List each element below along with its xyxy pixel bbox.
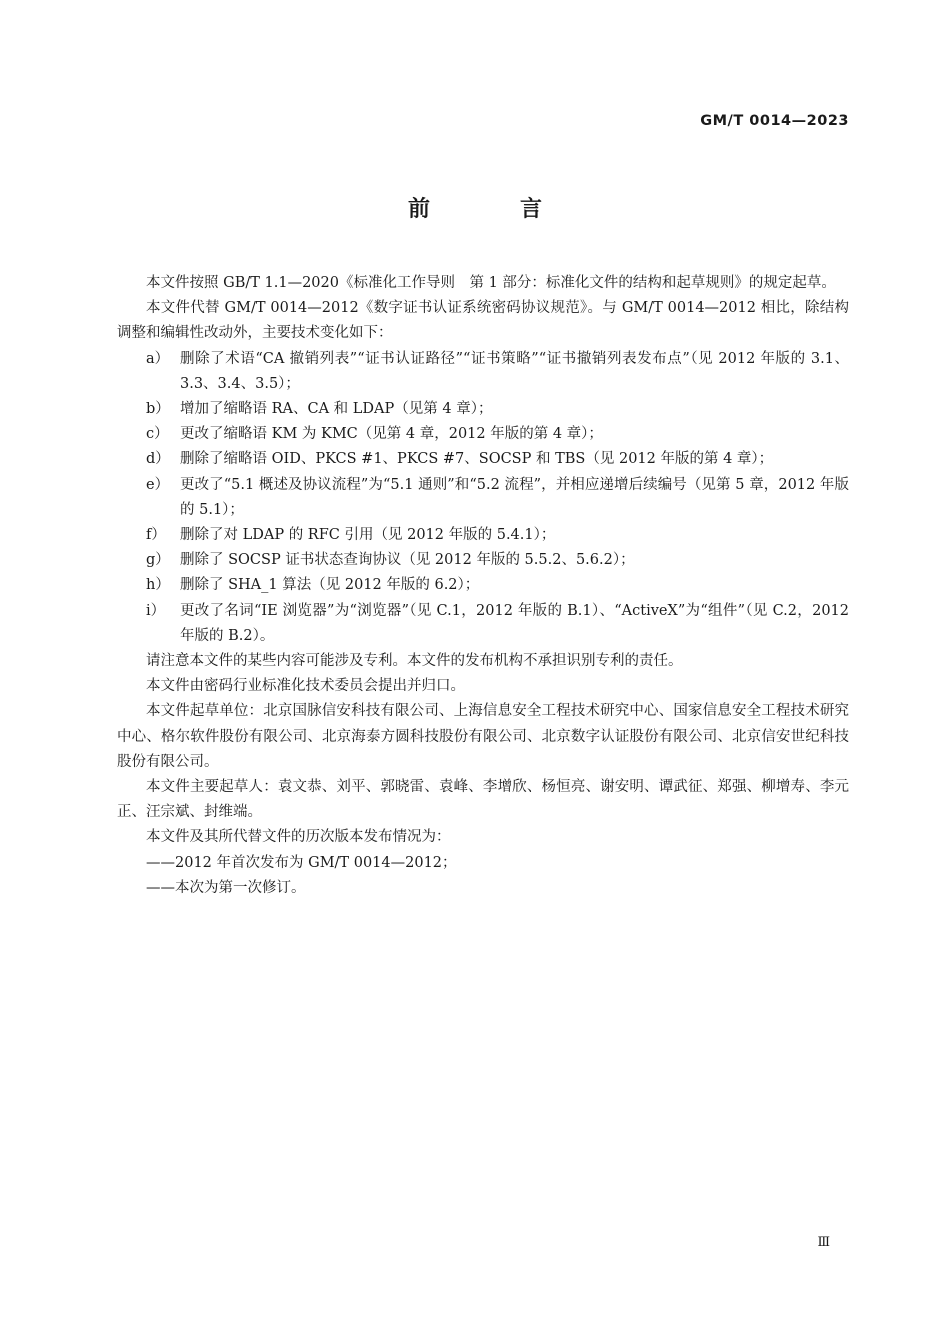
list-marker: c） [146,426,169,443]
paragraph-drafting-rules: 本文件按照 GB/T 1.1—2020《标准化工作导则 第 1 部分：标准化文件的结构和起草规则》的规定起草。 [146,275,836,291]
list-marker: i） [146,602,166,619]
technical-changes-list [117,347,849,649]
list-item-text: 增加了缩略语 RA、CA 和 LDAP（见第 4 章）； [180,401,493,418]
list-item-text: 删除了 SOCSP 证书状态查询协议（见 2012 年版的 5.5.2、5.6.2）； [180,552,635,569]
list-item-text: 删除了术语“CA 撤销列表”“证书认证路径”“证书策略”“证书撤销列表发布点”（见 2012 年版的 3.1、3.3、3.4、3.5）； [180,350,849,392]
paragraph-drafters: 本文件主要起草人：袁文恭、刘平、郭晓雷、袁峰、李增欣、杨恒亮、谢安明、谭武征、郑强、柳增寿、李元正、汪宗斌、封维端。 [117,779,849,821]
document-code: GM/T 0014—2023 [700,113,849,129]
list-marker: a） [146,350,170,367]
list-item [117,523,849,548]
list-item [117,347,849,397]
list-marker: g） [146,552,170,569]
list-marker: h） [146,577,170,594]
list-item-text: 更改了名词“IE 浏览器”为“浏览器”（见 C.1，2012 年版的 B.1）、“ActiveX”为“组件”（见 C.2，2012 年版的 B.2）。 [180,602,849,644]
list-item [117,397,849,422]
page-number: Ⅲ [817,1235,830,1250]
paragraph-drafting-units: 本文件起草单位：北京国脉信安科技有限公司、上海信息安全工程技术研究中心、国家信息安全工程技术研究中心、格尔软件股份有限公司、北京海泰方圆科技股份有限公司、北京数字认证股份有限公司、北京信安世纪科技股份有限公司。 [117,703,849,770]
list-item [117,573,849,598]
list-item-text: 删除了对 LDAP 的 RFC 引用（见 2012 年版的 5.4.1）； [180,527,556,544]
list-marker: b） [146,401,170,418]
list-item [117,548,849,573]
list-item-text: 更改了“5.1 概述及协议流程”为“5.1 通则”和“5.2 流程”，并相应递增后续编号（见第 5 章，2012 年版的 5.1）； [180,476,849,518]
list-item-text: 删除了缩略语 OID、PKCS #1、PKCS #7、SOCSP 和 TBS（见 2012 年版的第 4 章）； [180,451,774,468]
list-item [117,599,849,649]
paragraph-history-intro: 本文件及其所代替文件的历次版本发布情况为： [146,829,451,846]
paragraph-proposer: 本文件由密码行业标准化技术委员会提出并归口。 [146,678,465,695]
list-marker: d） [146,451,170,468]
list-item-text: 删除了 SHA_1 算法（见 2012 年版的 6.2）； [180,577,480,594]
list-item [117,447,849,472]
history-item: ——本次为第一次修订。 [146,879,306,896]
page-title: 前 言 [407,197,576,222]
list-marker: e） [146,476,170,493]
paragraph-replacement: 本文件代替 GM/T 0014—2012《数字证书认证系统密码协议规范》。与 GM/T 0014—2012 相比，除结构调整和编辑性改动外，主要技术变化如下： [117,300,849,342]
paragraph-patent-notice: 请注意本文件的某些内容可能涉及专利。本文件的发布机构不承担识别专利的责任。 [146,653,683,670]
foreword-content [117,271,849,901]
list-item [117,473,849,523]
list-marker: f） [146,527,166,544]
history-item: ——2012 年首次发布为 GM/T 0014—2012； [146,854,457,871]
list-item [117,422,849,447]
list-item-text: 更改了缩略语 KM 为 KMC（见第 4 章，2012 年版的第 4 章）； [180,426,603,443]
